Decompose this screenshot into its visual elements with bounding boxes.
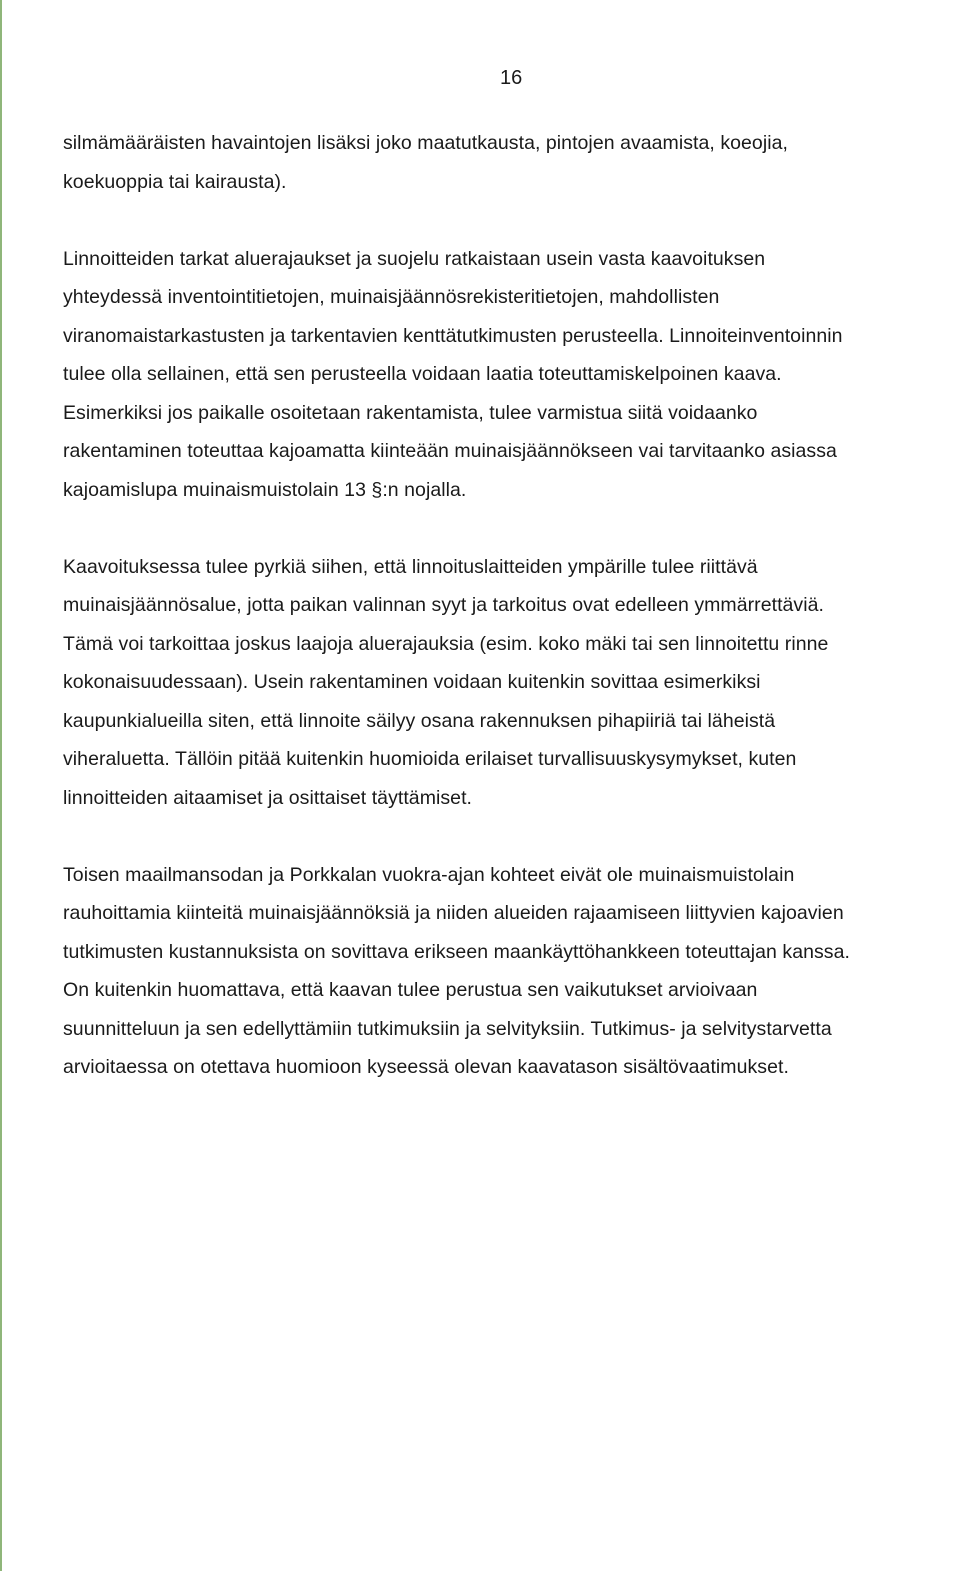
text-line: arvioitaessa on otettava huomioon kyseessä olevan kaavatason sisältövaatimukset. bbox=[63, 1056, 789, 1078]
text-line: rauhoittamia kiinteitä muinaisjäännöksiä ja niiden alueiden rajaamiseen liittyvien kajoavien bbox=[63, 902, 844, 924]
text-line: Linnoitteiden tarkat aluerajaukset ja suojelu ratkaistaan usein vasta kaavoituksen bbox=[63, 247, 766, 270]
text-line: koekuoppia tai kairausta). bbox=[63, 170, 287, 193]
text-line: muinaisjäännösalue, jotta paikan valinnan syyt ja tarkoitus ovat edelleen ymmärrettäviä. bbox=[63, 594, 824, 616]
paragraph-spacer bbox=[63, 509, 960, 548]
text-line: yhteydessä inventointitietojen, muinaisjäännösrekisteritietojen, mahdollisten bbox=[63, 286, 720, 308]
paragraph bbox=[63, 240, 960, 510]
text-line: linnoitteiden aitaamiset ja osittaiset täyttämiset. bbox=[63, 786, 473, 809]
text-line: rakentaminen toteuttaa kajoamatta kiinteään muinaisjäännökseen vai tarvitaanko asiassa bbox=[63, 440, 837, 462]
document-body bbox=[63, 124, 960, 1087]
text-line: tulee olla sellainen, että sen perusteella voidaan laatia toteuttamiskelpoinen kaava. bbox=[63, 363, 782, 385]
paragraph-spacer bbox=[63, 201, 960, 240]
text-line: Tämä voi tarkoittaa joskus laajoja aluerajauksia (esim. koko mäki tai sen linnoitettu rinne bbox=[63, 632, 829, 655]
text-line: viranomaistarkastusten ja tarkentavien kenttätutkimusten perusteella. Linnoiteinventoinnin bbox=[63, 324, 843, 347]
text-line: viheraluetta. Tällöin pitää kuitenkin huomioida erilaiset turvallisuuskysymykset, kuten bbox=[63, 748, 797, 770]
paragraph bbox=[63, 548, 960, 818]
text-line: Kaavoituksessa tulee pyrkiä siihen, että linnoituslaitteiden ympärille tulee riittävä bbox=[63, 555, 758, 578]
paragraph bbox=[63, 124, 960, 201]
page-number: 16 bbox=[500, 67, 523, 89]
text-line: suunnitteluun ja sen edellyttämiin tutkimuksiin ja selvityksiin. Tutkimus- ja selvitystarvetta bbox=[63, 1017, 832, 1040]
text-line: On kuitenkin huomattava, että kaavan tulee perustua sen vaikutukset arvioivaan bbox=[63, 979, 758, 1001]
text-line: Esimerkiksi jos paikalle osoitetaan rakentamista, tulee varmistua siitä voidaanko bbox=[63, 401, 758, 424]
text-line: kaupunkialueilla siten, että linnoite säilyy osana rakennuksen pihapiiriä tai läheistä bbox=[63, 709, 776, 732]
text-line: kokonaisuudessaan). Usein rakentaminen voidaan kuitenkin sovittaa esimerkiksi bbox=[63, 671, 761, 693]
text-line: silmämääräisten havaintojen lisäksi joko maatutkausta, pintojen avaamista, koeojia, bbox=[63, 132, 788, 154]
text-line: tutkimusten kustannuksista on sovittava erikseen maankäyttöhankkeen toteuttajan kanssa. bbox=[63, 940, 850, 963]
paragraph-spacer bbox=[63, 817, 960, 856]
paragraph bbox=[63, 856, 960, 1087]
page-left-border bbox=[0, 0, 2, 1571]
text-line: kajoamislupa muinaismuistolain 13 §:n nojalla. bbox=[63, 478, 467, 501]
text-line: Toisen maailmansodan ja Porkkalan vuokra-ajan kohteet eivät ole muinaismuistolain bbox=[63, 863, 795, 886]
